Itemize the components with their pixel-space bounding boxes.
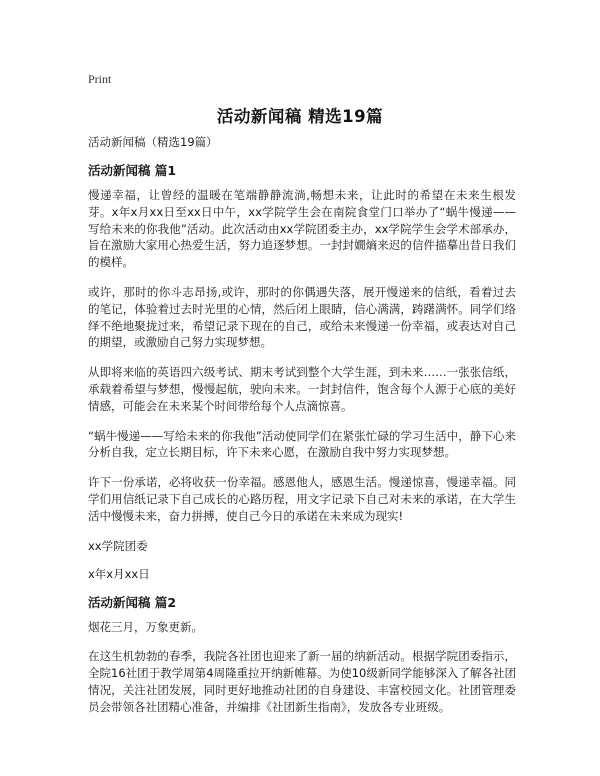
document-title: 活动新闻稿 精选19篇: [216, 107, 384, 126]
signature: xx学院团委: [88, 538, 148, 553]
section-heading: 活动新闻稿 篇1: [88, 163, 177, 178]
paragraph: 烟花三月，万象更新。: [88, 619, 203, 634]
paragraph: 慢递幸福，让曾经的温暖在笔端静静流淌,畅想未来，让此时的希望在未来生根发芽。x年x月xx日至xx日中午，xx学院学生会在南院食堂门口举办了“蜗牛慢递——写给未来的你我他”活动。此次活动由xx学院团委主办，xx学院学生会学术部承办，旨在激励大家用心热爱生活，努力追逐梦想。一封封嫺熵来迟的信件描摹出昔日我们的模样。: [88, 188, 516, 270]
paragraph: “蜗牛慢递——写给未来的你我他”活动使同学们在紧张忙碌的学习生活中，静下心来分析自我，定立长期目标，许下未来心愿，在激励自我中努力实现梦想。: [88, 428, 516, 460]
paragraph: 或许，那时的你斗志昂扬,或许，那时的你偶遇失落，展开慢递来的信纸，看着过去的笔记，体验着过去时光里的心情，然后闭上眼睛，信心满满，踌躇满怀。同学们络绎不绝地聚拢过来，希望记录下现在的自己，或给未来慢递一份幸福，或表达对自己的期望，或激励自己努力实现梦想。: [88, 284, 516, 350]
document-body: [88, 134, 516, 729]
print-label[interactable]: Print: [88, 72, 112, 86]
paragraph: 许下一份承诺，必将收获一份幸福。感恩他人，感恩生活。慢递惊喜，慢递幸福。同学们用信纸记录下自己成长的心路历程，用文字记录下自己对未来的承诺，在大学生活中慢慢未来，奋力拼搏，使自己今日的承诺在未来成为现实!: [88, 475, 516, 523]
paragraph: 从即将来临的英语四六级考试、期末考试到整个大学生涯，到未来……一张张信纸，承载着希望与梦想，慢慢起航，驶向未来。一封封信件，饱含每个人源于心底的美好情感，可能会在未来某个时间带给每个人点滴惊喜。: [88, 365, 516, 413]
date: x年x月xx日: [88, 566, 150, 581]
paragraph: 在这生机勃勃的春季，我院各社团也迎来了新一届的纳新活动。根据学院团委指示，全院16社团于教学周第4周隆重拉开纳新帷幕。为使10级新同学能够深入了解各社团情况，关注社团发展，同时更好地推动社团的自身建设、丰富校园文化。社团管理委员会带领各社团精心准备，并编排《社团新生指南》，发放各专业班级。: [88, 649, 516, 714]
document-subtitle: 活动新闻稿（精选19篇）: [88, 135, 218, 149]
section-heading: 活动新闻稿 篇2: [88, 594, 177, 610]
